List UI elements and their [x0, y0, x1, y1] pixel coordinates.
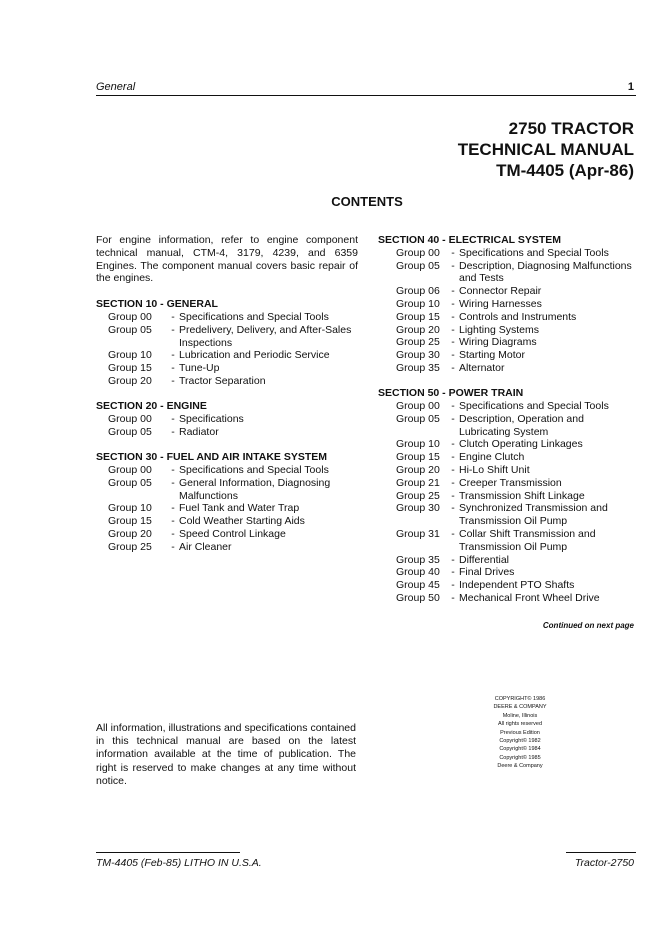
- intro-paragraph: For engine information, refer to engine component technical manual, CTM-4, 3179, 4239, and 6359 Engines. The component manual covers basic repair of the engines.: [96, 234, 358, 285]
- group-entry: [96, 541, 358, 554]
- group-number: Group 00: [108, 310, 152, 323]
- section-title: SECTION 20 - ENGINE: [96, 400, 207, 413]
- title-line-2: TECHNICAL MANUAL: [457, 140, 634, 159]
- group-separator: -: [171, 349, 175, 362]
- group-separator: -: [451, 361, 455, 374]
- section-title: SECTION 10 - GENERAL: [96, 298, 218, 311]
- group-title: Specifications and Special Tools: [459, 246, 609, 259]
- group-entry: [378, 579, 638, 592]
- group-separator: -: [451, 412, 455, 425]
- group-number: Group 20: [108, 374, 152, 387]
- group-number: Group 05: [396, 259, 440, 272]
- group-title: Cold Weather Starting Aids: [179, 515, 305, 528]
- group-entry: [378, 362, 638, 375]
- group-entry: [96, 477, 358, 503]
- group-title: Alternator: [459, 361, 505, 374]
- copyright-line: Copyright© 1985: [499, 754, 541, 761]
- running-header-title: General: [96, 81, 136, 93]
- group-number: Group 35: [396, 361, 440, 374]
- group-number: Group 35: [396, 553, 440, 566]
- group-title: Air Cleaner: [179, 540, 232, 553]
- section-block: [378, 387, 638, 605]
- group-entry: [96, 426, 358, 439]
- group-title: Creeper Transmission: [459, 476, 562, 489]
- group-separator: -: [451, 310, 455, 323]
- group-separator: -: [451, 476, 455, 489]
- group-title: Mechanical Front Wheel Drive: [459, 592, 600, 605]
- group-separator: -: [171, 362, 175, 375]
- group-number: Group 15: [108, 515, 152, 528]
- group-separator: -: [171, 515, 175, 528]
- group-title: Predelivery, Delivery, and After-Sales Inspections: [179, 323, 352, 349]
- group-entry: [96, 464, 358, 477]
- group-entry: [378, 311, 638, 324]
- group-entry: [378, 349, 638, 362]
- group-title: Description, Diagnosing Malfunctions and Tests: [459, 259, 632, 285]
- group-separator: -: [451, 553, 455, 566]
- group-entry: [378, 477, 638, 490]
- section-block: [96, 451, 358, 553]
- group-number: Group 20: [396, 323, 440, 336]
- group-number: Group 30: [396, 502, 440, 515]
- group-entry: [96, 413, 358, 426]
- group-entry: [96, 375, 358, 388]
- group-separator: -: [171, 425, 175, 438]
- group-number: Group 05: [108, 425, 152, 438]
- group-number: Group 15: [108, 362, 152, 375]
- group-separator: -: [451, 464, 455, 477]
- group-title: Specifications and Special Tools: [459, 400, 609, 413]
- group-separator: -: [171, 310, 175, 323]
- group-title: Collar Shift Transmission and Transmission Oil Pump: [459, 528, 596, 553]
- group-number: Group 30: [396, 349, 440, 362]
- group-entry: [96, 502, 358, 515]
- group-number: Group 31: [396, 528, 440, 541]
- group-title: Transmission Shift Linkage: [459, 489, 585, 502]
- group-title: Independent PTO Shafts: [459, 579, 575, 592]
- group-title: Starting Motor: [459, 349, 525, 362]
- group-title: Engine Clutch: [459, 451, 525, 464]
- group-title: Lubrication and Periodic Service: [179, 349, 330, 362]
- copyright-line: Moline, Illinois: [502, 712, 538, 719]
- group-entry: [378, 438, 638, 451]
- footer-publication-code: TM-4405 (Feb-85) LITHO IN U.S.A.: [96, 857, 262, 869]
- group-number: Group 00: [108, 413, 152, 426]
- group-title: Tune-Up: [179, 362, 220, 375]
- group-number: Group 25: [396, 336, 440, 349]
- group-entry: [378, 464, 638, 477]
- copyright-line: Previous Edition: [500, 729, 540, 736]
- group-entry: [378, 502, 638, 528]
- group-title: Clutch Operating Linkages: [459, 438, 583, 451]
- group-entry: [96, 362, 358, 375]
- group-separator: -: [451, 400, 455, 413]
- continued-note: Continued on next page: [542, 621, 634, 630]
- copyright-line: COPYRIGHT© 1986: [494, 696, 546, 702]
- group-entry: [378, 451, 638, 464]
- group-entry: [96, 324, 358, 350]
- group-separator: -: [451, 502, 455, 515]
- group-entry: [378, 566, 638, 579]
- group-separator: -: [171, 476, 175, 489]
- group-title: Description, Operation and Lubricating System: [459, 412, 584, 438]
- group-title: Specifications and Special Tools: [179, 463, 329, 476]
- section-block: [378, 234, 638, 375]
- copyright-line: Copyright© 1984: [499, 746, 541, 753]
- group-separator: -: [451, 451, 455, 464]
- section-block: [96, 400, 358, 438]
- group-title: Lighting Systems: [459, 323, 539, 336]
- group-entry: [378, 247, 638, 260]
- group-number: Group 21: [396, 476, 440, 489]
- group-separator: -: [451, 259, 455, 272]
- contents-left-column: [96, 234, 358, 566]
- group-title: Synchronized Transmission and Transmission Oil Pump: [459, 502, 608, 528]
- contents-heading: CONTENTS: [331, 194, 403, 209]
- group-entry: [378, 554, 638, 567]
- group-separator: -: [451, 566, 455, 579]
- copyright-line: Deere & Company: [497, 763, 543, 770]
- title-line-1: 2750 TRACTOR: [508, 119, 634, 138]
- section-block: [96, 298, 358, 388]
- group-separator: -: [171, 527, 175, 540]
- copyright-line: All rights reserved: [497, 721, 543, 728]
- group-separator: -: [451, 592, 455, 605]
- group-title: General Information, Diagnosing Malfunctions: [179, 476, 331, 502]
- group-separator: -: [451, 528, 455, 541]
- group-number: Group 05: [396, 412, 440, 425]
- group-number: Group 20: [108, 527, 152, 540]
- group-number: Group 40: [396, 566, 440, 579]
- group-title: Differential: [459, 553, 509, 566]
- group-separator: -: [451, 323, 455, 336]
- group-entry: [96, 349, 358, 362]
- publication-notice: All information, illustrations and specifications contained in this technical manual are based on the latest information available at the time of publication. The right is reserved to make changes at any time without notice.: [96, 722, 356, 787]
- section-title: SECTION 40 - ELECTRICAL SYSTEM: [378, 234, 561, 246]
- group-entry: [378, 592, 638, 605]
- group-separator: -: [171, 413, 175, 426]
- group-number: Group 00: [396, 246, 440, 259]
- group-entry: [378, 336, 638, 349]
- group-title: Speed Control Linkage: [179, 527, 286, 540]
- copyright-line: DEERE & COMPANY: [493, 704, 547, 711]
- copyright-block: [470, 695, 570, 771]
- group-number: Group 10: [108, 349, 152, 362]
- group-entry: [378, 324, 638, 337]
- group-number: Group 20: [396, 464, 440, 477]
- footer-model: Tractor-2750: [574, 857, 634, 869]
- footer-rule-right: [566, 852, 636, 853]
- group-title: Connector Repair: [459, 285, 542, 298]
- group-number: Group 45: [396, 579, 440, 592]
- group-number: Group 25: [396, 489, 440, 502]
- footer-rule-left: [96, 852, 240, 853]
- section-title: SECTION 50 - POWER TRAIN: [378, 387, 524, 400]
- group-title: Wiring Harnesses: [459, 297, 542, 310]
- group-number: Group 15: [396, 451, 440, 464]
- group-number: Group 10: [396, 438, 440, 451]
- group-separator: -: [451, 438, 455, 451]
- group-title: Fuel Tank and Water Trap: [179, 502, 300, 515]
- group-title: Radiator: [179, 425, 219, 438]
- group-entry: [378, 528, 638, 554]
- group-number: Group 10: [396, 297, 440, 310]
- group-number: Group 00: [396, 400, 440, 413]
- manual-title-block: [458, 118, 634, 181]
- group-entry: [96, 515, 358, 528]
- group-entry: [96, 528, 358, 541]
- group-title: Specifications: [179, 413, 244, 426]
- group-entry: [378, 400, 638, 413]
- group-separator: -: [171, 323, 175, 336]
- group-number: Group 05: [108, 476, 152, 489]
- group-separator: -: [451, 489, 455, 502]
- group-entry: [378, 490, 638, 503]
- page-number: 1: [627, 81, 634, 93]
- group-title: Hi-Lo Shift Unit: [459, 464, 530, 477]
- group-number: Group 06: [396, 285, 440, 298]
- section-title: SECTION 30 - FUEL AND AIR INTAKE SYSTEM: [96, 451, 328, 464]
- group-separator: -: [451, 297, 455, 310]
- copyright-line: Copyright© 1982: [499, 738, 541, 745]
- group-number: Group 25: [108, 540, 152, 553]
- group-entry: [96, 311, 358, 324]
- group-title: Wiring Diagrams: [459, 336, 537, 349]
- group-number: Group 50: [396, 592, 440, 605]
- left-section-list: [96, 298, 358, 553]
- group-separator: -: [451, 246, 455, 259]
- group-title: Tractor Separation: [179, 374, 266, 387]
- group-number: Group 10: [108, 502, 152, 515]
- group-entry: [378, 285, 638, 298]
- group-entry: [378, 413, 638, 439]
- group-entry: [378, 260, 638, 286]
- group-title: Controls and Instruments: [459, 310, 577, 323]
- group-title: Final Drives: [459, 566, 515, 579]
- group-separator: -: [171, 374, 175, 387]
- title-line-3: TM-4405 (Apr-86): [496, 161, 634, 180]
- header-rule: [96, 95, 636, 96]
- group-number: Group 00: [108, 463, 152, 476]
- group-separator: -: [451, 349, 455, 362]
- group-separator: -: [451, 336, 455, 349]
- group-number: Group 15: [396, 310, 440, 323]
- right-section-list: [378, 234, 638, 605]
- group-entry: [378, 298, 638, 311]
- contents-right-column: [378, 234, 638, 617]
- group-number: Group 05: [108, 323, 152, 336]
- group-title: Specifications and Special Tools: [179, 310, 329, 323]
- group-separator: -: [451, 285, 455, 298]
- group-separator: -: [451, 579, 455, 592]
- group-separator: -: [171, 540, 175, 553]
- group-separator: -: [171, 463, 175, 476]
- group-separator: -: [171, 502, 175, 515]
